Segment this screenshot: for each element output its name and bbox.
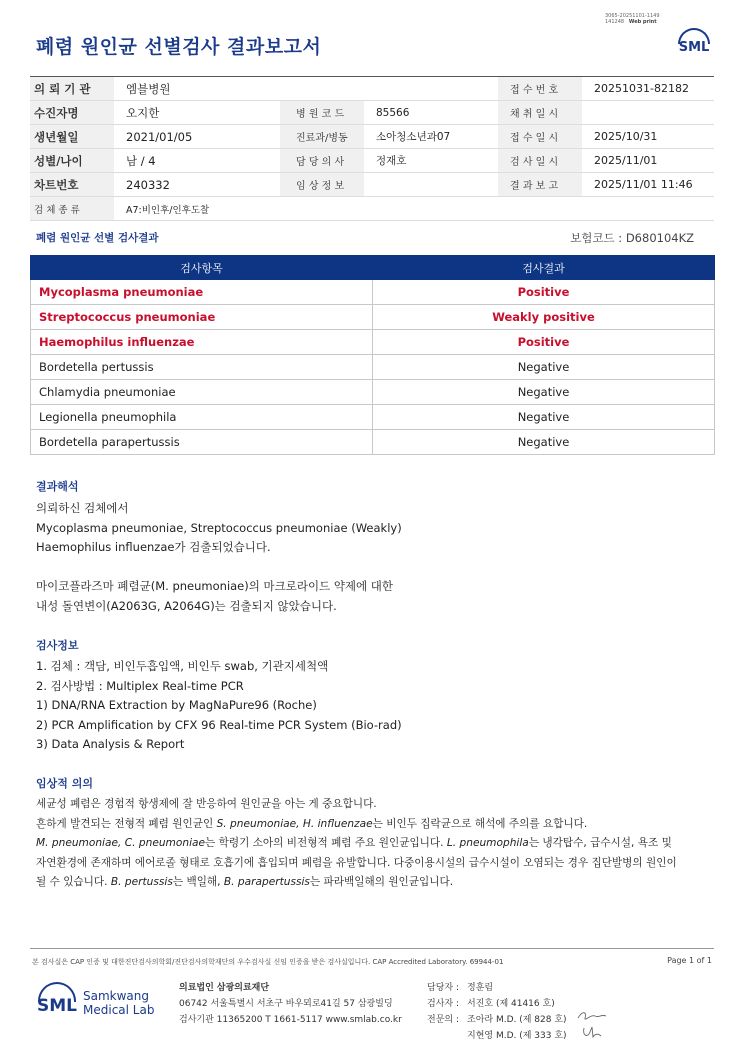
info-row — [30, 77, 714, 101]
label-receipt-number: 접 수 번 호 — [498, 77, 582, 100]
label-birth-date: 생년월일 — [30, 125, 114, 148]
staff-tester: 서진호 (제 41416 호) — [467, 999, 555, 1009]
document-code: 3065-20251101-1149 141248 Web print — [605, 13, 660, 25]
test-result: Positive — [373, 280, 715, 305]
staff-specialist-2: 지현영 M.D. (제 333 호) — [467, 1031, 567, 1041]
column-header-result: 검사결과 — [373, 256, 715, 280]
value-chart-number: 240332 — [126, 177, 170, 192]
column-header-item: 검사항목 — [31, 256, 373, 280]
table-row — [31, 305, 715, 330]
test-item: Mycoplasma pneumoniae — [31, 280, 373, 305]
test-info-text: 1. 검체 : 객담, 비인두흡입액, 비인두 swab, 기관지세척액 2. 검사방법 : Multiplex Real-time PCR 1) DNA/RNA Extraction by MagNaPure96 (Roche) 2) PCR Amplification by CFX 96 Real-time PCR System (Bio-rad) 3) Data Analysis & Report — [36, 659, 402, 751]
value-specimen-type: A7:비인후/인후도찰 — [126, 204, 210, 216]
value-department: 소아청소년과07 — [376, 131, 451, 143]
signature-2 — [580, 1024, 604, 1040]
info-row — [30, 101, 714, 125]
test-info-heading: 검사정보 — [36, 639, 79, 652]
test-result: Negative — [373, 355, 715, 380]
staff-specialist-1: 조아라 M.D. (제 828 호) — [467, 1015, 567, 1025]
test-item: Chlamydia pneumoniae — [31, 380, 373, 405]
info-row — [30, 197, 714, 221]
test-result: Negative — [373, 405, 715, 430]
value-patient-name: 오지한 — [126, 105, 160, 120]
value-requesting-institution: 엠블병원 — [126, 81, 171, 96]
test-item: Bordetella pertussis — [31, 355, 373, 380]
accreditation-note: 본 검사실은 CAP 인증 및 대한진단검사의학회/진단검사의학재단의 우수검사실 신임 인증을 받은 검사실입니다. CAP Accredited Laboratory. 69944-01 — [32, 958, 504, 966]
label-result-report: 결 과 보 고 — [498, 173, 582, 196]
test-item: Bordetella parapertussis — [31, 430, 373, 455]
test-result: Negative — [373, 430, 715, 455]
value-sex-age: 남 / 4 — [126, 153, 156, 168]
label-specimen-type: 검 체 종 류 — [30, 197, 114, 220]
page-title: 폐렴 원인균 선별검사 결과보고서 — [36, 36, 322, 58]
interpretation-heading: 결과해석 — [36, 480, 79, 493]
value-collection-date — [582, 101, 714, 124]
table-header-row — [31, 256, 715, 280]
test-item: Legionella pneumophila — [31, 405, 373, 430]
label-sex-age: 성별/나이 — [30, 149, 114, 172]
value-doctor: 정재호 — [376, 155, 407, 167]
insurance-code: 보험코드 : D680104KZ — [570, 231, 694, 245]
results-heading: 폐렴 원인균 선별 검사결과 — [36, 232, 159, 244]
label-department: 진료과/병동 — [280, 125, 364, 148]
value-receipt-date: 2025/10/31 — [594, 130, 658, 143]
table-row — [31, 355, 715, 380]
info-row — [30, 149, 714, 173]
patient-info-table — [30, 76, 714, 221]
value-clinical-info — [364, 173, 498, 196]
label-receipt-date: 접 수 일 시 — [498, 125, 582, 148]
value-receipt-number: 20251031-82182 — [594, 82, 689, 95]
results-table — [30, 255, 715, 455]
footer-divider — [30, 948, 714, 949]
value-test-date: 2025/11/01 — [594, 154, 658, 167]
staff-manager: 정훈림 — [467, 983, 494, 993]
test-item: Haemophilus influenzae — [31, 330, 373, 355]
organization-info: 의료법인 삼광의료재단 06742 서울특별시 서초구 바우뫼로41길 57 삼광빌딩 검사기관 11365200 T 1661-5117 www.smlab.co.kr — [179, 983, 402, 1025]
interpretation-text: 의뢰하신 검체에서 Mycoplasma pneumoniae, Streptococcus pneumoniae (Weakly) Haemophilus influenzae가 검출되었습니다. 마이코플라즈마 폐렴균(M. pneumoniae)의 마크로라이드 약제에 대한 내성 돌연변이(A2063G, A2064G)는 검출되지 않았습니다. — [36, 501, 402, 613]
label-clinical-info: 임 상 정 보 — [280, 173, 364, 196]
value-birth-date: 2021/01/05 — [126, 129, 193, 144]
test-result: Weakly positive — [373, 305, 715, 330]
signature-1 — [575, 1008, 609, 1024]
label-patient-name: 수진자명 — [30, 101, 114, 124]
label-chart-number: 차트번호 — [30, 173, 114, 196]
info-row — [30, 173, 714, 197]
label-hospital-code: 병 원 코 드 — [280, 101, 364, 124]
test-result: Negative — [373, 380, 715, 405]
table-row — [31, 405, 715, 430]
info-row — [30, 125, 714, 149]
clinical-text: 세균성 폐렴은 경험적 항생제에 잘 반응하여 원인균을 아는 게 중요합니다. 흔하게 발견되는 전형적 폐렴 원인균인 S. pneumoniae, H. influenzae는 비인두 집락균으로 해석에 주의를 요합니다. M. pneumoniae, C. pneumoniae는 학령기 소아의 비전형적 폐렴 주요 원인균입니다. L. pneumophila는 냉각탑수, 급수시설, 욕조 및 자연환경에 존재하며 에어로졸 형태로 호흡기에 흡입되며 폐렴을 유발합니다. 다중이용시설의 급수시설이 오염되는 경우 집단발병의 원인이 될 수 있습니다. B. pertussis는 백일해, B. parapertussis는 파라백일해의 원인균입니다. — [36, 798, 677, 888]
label-test-date: 검 사 일 시 — [498, 149, 582, 172]
page-number: Page 1 of 1 — [667, 956, 712, 965]
label-doctor: 담 당 의 사 — [280, 149, 364, 172]
clinical-heading: 임상적 의의 — [36, 777, 93, 790]
label-requesting-institution: 의 뢰 기 관 — [30, 77, 114, 100]
table-row — [31, 430, 715, 455]
staff-info: 담당자 : 정훈림 검사자 : 서진호 (제 41416 호) 전문의 : 조아라 M.D. (제 828 호) 지현영 M.D. (제 333 호) — [427, 980, 567, 1044]
table-row — [31, 280, 715, 305]
label-collection-date: 채 취 일 시 — [498, 101, 582, 124]
value-hospital-code: 85566 — [376, 106, 410, 119]
samkwang-logo: SML Samkwang Medical Lab — [36, 982, 156, 1026]
table-row — [31, 380, 715, 405]
value-result-report: 2025/11/01 11:46 — [594, 178, 693, 191]
table-row — [31, 330, 715, 355]
test-result: Positive — [373, 330, 715, 355]
test-item: Streptococcus pneumoniae — [31, 305, 373, 330]
sml-logo: SML — [676, 28, 712, 62]
